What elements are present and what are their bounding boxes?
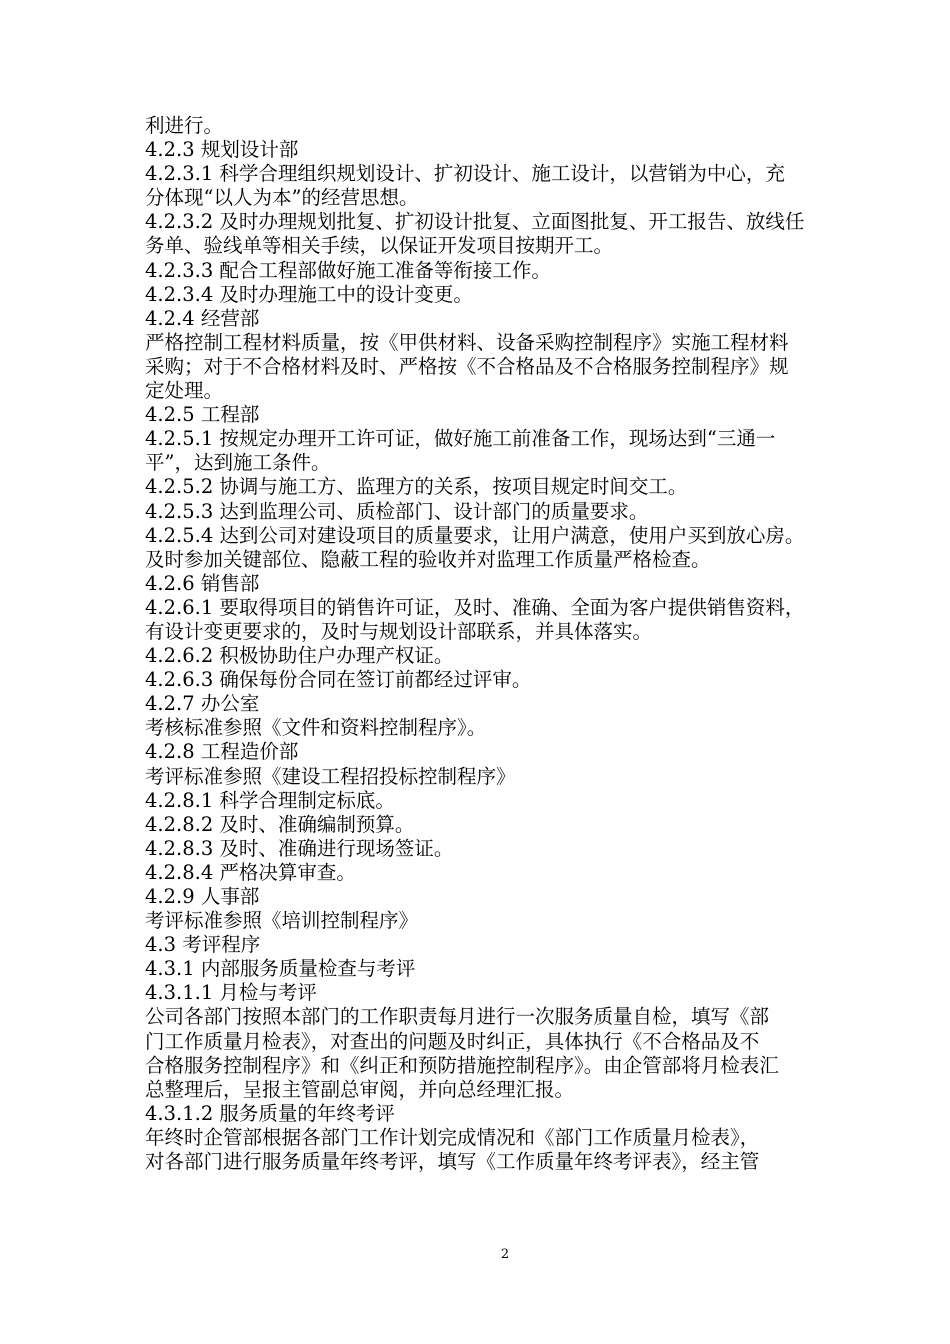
text-line: 4.2.8.4 严格决算审查。 [145,860,356,884]
text-line: 对各部门进行服务质量年终考评，填写《工作质量年终考评表》，经主管 [145,1150,760,1174]
text-line: 4.2.6.2 积极协助住户办理产权证。 [145,644,454,668]
text-line: 4.2.8 工程造价部 [145,740,299,764]
text-line: 4.2.3.4 及时办理施工中的设计变更。 [145,282,473,306]
text-line: 4.2.4 经营部 [145,306,260,330]
text-line: 4.2.5.2 协调与施工方、监理方的关系，按项目规定时间交工。 [145,475,688,499]
text-line: 定处理。 [145,379,224,403]
text-line: 4.2.6 销售部 [145,571,260,595]
page-number: 2 [500,1247,510,1262]
text-line: 4.2.3.1 科学合理组织规划设计、扩初设计、施工设计，以营销为中心，充 [145,162,785,186]
text-line: 考评标准参照《建设工程招投标控制程序》 [145,764,516,788]
document-body [145,114,870,1174]
text-line: 4.2.5 工程部 [145,403,260,427]
text-line: 门工作质量月检表》，对查出的问题及时纠正，具体执行《不合格品及不 [145,1029,760,1053]
text-line: 及时参加关键部位、隐蔽工程的验收并对监理工作质量严格检查。 [145,547,711,571]
text-line: 总整理后，呈报主管副总审阅，并向总经理汇报。 [145,1077,575,1101]
text-line: 4.2.3.2 及时办理规划批复、扩初设计批复、立面图批复、开工报告、放线任 [145,210,805,234]
text-line: 年终时企管部根据各部门工作计划完成情况和《部门工作质量月检表》， [145,1125,760,1149]
text-line: 4.3.1.2 服务质量的年终考评 [145,1101,395,1125]
text-line: 有设计变更要求的，及时与规划设计部联系，并具体落实。 [145,619,653,643]
text-line: 4.2.3 规划设计部 [145,138,299,162]
text-line: 严格控制工程材料质量，按《甲供材料、设备采购控制程序》实施工程材料 [145,330,789,354]
text-line: 利进行。 [145,114,224,137]
text-line: 4.3 考评程序 [145,933,261,957]
text-line: 4.2.8.1 科学合理制定标底。 [145,788,395,812]
text-line: 4.2.5.3 达到监理公司、质检部门、设计部门的质量要求。 [145,499,649,523]
text-line: 4.2.5.4 达到公司对建设项目的质量要求，让用户满意，使用户买到放心房。 [145,523,805,547]
text-line: 平”，达到施工条件。 [145,451,331,475]
text-line: 4.2.5.1 按规定办理开工许可证，做好施工前准备工作，现场达到“三通一 [145,427,776,451]
text-line: 4.2.6.1 要取得项目的销售许可证，及时、准确、全面为客户提供销售资料， [145,595,805,619]
text-line: 采购；对于不合格材料及时、严格按《不合格品及不合格服务控制程序》规 [145,354,789,378]
text-line: 分体现“以人为本”的经营思想。 [145,186,419,210]
text-line: 4.3.1 内部服务质量检查与考评 [145,957,416,981]
text-line: 考评标准参照《培训控制程序》 [145,909,419,933]
text-line: 4.2.8.2 及时、准确编制预算。 [145,812,415,836]
text-line: 合格服务控制程序》和《纠正和预防措施控制程序》。由企管部将月检表汇 [145,1053,779,1077]
text-line: 4.2.7 办公室 [145,692,260,716]
text-line: 4.3.1.1 月检与考评 [145,981,317,1005]
text-line: 考核标准参照《文件和资料控制程序》。 [145,716,487,740]
text-line: 4.2.9 人事部 [145,885,260,908]
text-line: 4.2.8.3 及时、准确进行现场签证。 [145,836,454,860]
text-line: 4.2.6.3 确保每份合同在签订前都经过评审。 [145,668,532,692]
text-line: 公司各部门按照本部门的工作职责每月进行一次服务质量自检，填写《部 [145,1005,770,1029]
text-line: 务单、验线单等相关手续，以保证开发项目按期开工。 [145,234,614,258]
text-line: 4.2.3.3 配合工程部做好施工准备等衔接工作。 [145,258,551,282]
